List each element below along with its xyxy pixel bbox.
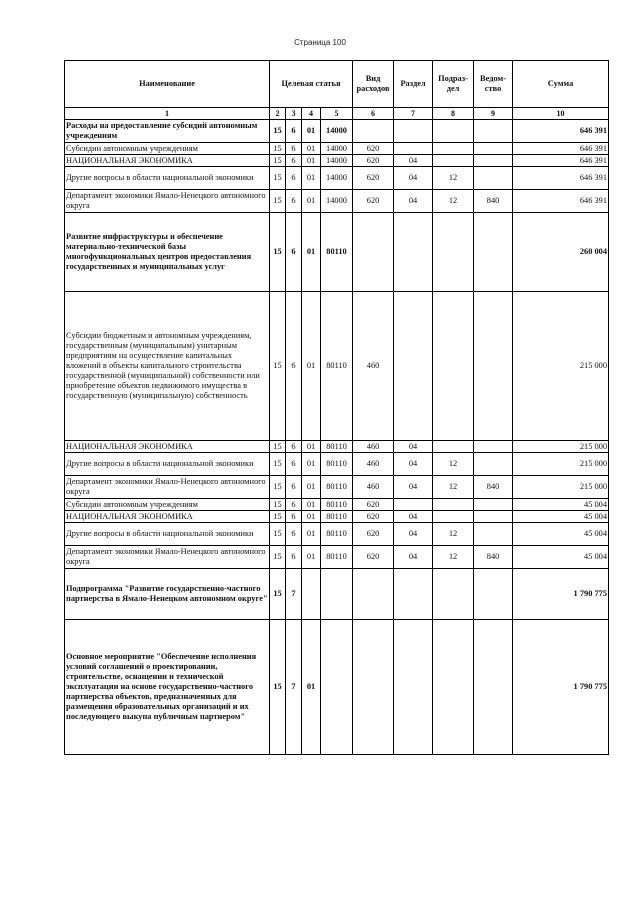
row-code-3: 6 [286,546,302,569]
column-number: 1 [65,108,270,120]
row-code-2: 15 [270,441,286,453]
header-row [65,61,609,108]
row-code-2: 15 [270,620,286,755]
row-code-5: 14000 [321,143,353,155]
row-vedomstvo [474,120,513,143]
row-code-5: 80110 [321,441,353,453]
row-vedomstvo [474,441,513,453]
table-row [65,155,609,167]
row-code-4: 01 [302,143,321,155]
row-code-2: 15 [270,476,286,499]
row-razdel: 04 [394,155,433,167]
row-code-2: 15 [270,167,286,190]
row-podrazdel [433,143,474,155]
row-vedomstvo: 840 [474,190,513,213]
row-code-4: 01 [302,499,321,511]
row-vedomstvo [474,523,513,546]
row-vedomstvo [474,511,513,523]
row-razdel [394,569,433,620]
row-vedomstvo [474,499,513,511]
row-razdel [394,499,433,511]
row-vedomstvo [474,292,513,441]
column-number: 6 [353,108,394,120]
row-vedomstvo [474,155,513,167]
row-summa: 215 000 [513,453,609,476]
row-code-5: 80110 [321,292,353,441]
table-row [65,441,609,453]
table-row [65,546,609,569]
row-code-3: 7 [286,620,302,755]
table-row [65,569,609,620]
row-name: Развитие инфраструктуры и обеспечение материально-технической базы многофункциональных центров предоставления государственных и муниципальных услуг [65,213,270,292]
row-podrazdel [433,292,474,441]
row-code-4: 01 [302,213,321,292]
row-podrazdel: 12 [433,476,474,499]
row-code-2: 15 [270,569,286,620]
row-summa: 646 391 [513,190,609,213]
row-code-3: 6 [286,499,302,511]
row-code-3: 6 [286,120,302,143]
row-name: НАЦИОНАЛЬНАЯ ЭКОНОМИКА [65,511,270,523]
row-code-5: 14000 [321,155,353,167]
row-name: Другие вопросы в области национальной экономики [65,167,270,190]
table-row [65,292,609,441]
row-summa: 646 391 [513,143,609,155]
table-row [65,120,609,143]
row-vid: 620 [353,511,394,523]
col-header-razdel: Раздел [394,61,433,108]
row-code-3: 7 [286,569,302,620]
column-number: 8 [433,108,474,120]
row-summa: 215 000 [513,441,609,453]
row-razdel [394,213,433,292]
row-vid: 620 [353,499,394,511]
row-name: Субсидии автономным учреждениям [65,499,270,511]
row-code-5: 80110 [321,213,353,292]
row-code-4: 01 [302,155,321,167]
row-code-2: 15 [270,546,286,569]
row-vid: 620 [353,190,394,213]
table-row [65,453,609,476]
row-code-2: 15 [270,143,286,155]
row-name: Другие вопросы в области национальной экономики [65,453,270,476]
column-number-row [65,108,609,120]
row-vid: 620 [353,155,394,167]
row-vid: 460 [353,292,394,441]
row-code-3: 6 [286,292,302,441]
row-code-4: 01 [302,546,321,569]
row-code-3: 6 [286,476,302,499]
row-code-5: 80110 [321,499,353,511]
col-header-podrazdel: Подраз- дел [433,61,474,108]
row-vid: 620 [353,546,394,569]
row-vedomstvo: 840 [474,546,513,569]
row-name: НАЦИОНАЛЬНАЯ ЭКОНОМИКА [65,155,270,167]
row-code-5: 80110 [321,523,353,546]
table-row [65,523,609,546]
row-code-3: 6 [286,453,302,476]
row-name: Другие вопросы в области национальной экономики [65,523,270,546]
row-vid: 460 [353,476,394,499]
row-podrazdel [433,620,474,755]
row-podrazdel [433,569,474,620]
row-name: Департамент экономики Ямало-Ненецкого автономного округа [65,546,270,569]
row-razdel: 04 [394,546,433,569]
row-podrazdel: 12 [433,167,474,190]
row-code-2: 15 [270,453,286,476]
col-header-name: Наименование [65,61,270,108]
row-vid: 460 [353,441,394,453]
row-code-4: 01 [302,453,321,476]
table-row [65,143,609,155]
row-vedomstvo [474,453,513,476]
row-code-5: 80110 [321,511,353,523]
row-code-3: 6 [286,441,302,453]
row-name: Субсидии автономным учреждениям [65,143,270,155]
row-code-4: 01 [302,511,321,523]
table-row [65,511,609,523]
row-code-5: 14000 [321,167,353,190]
row-summa: 646 391 [513,120,609,143]
row-code-5: 80110 [321,476,353,499]
row-razdel: 04 [394,453,433,476]
row-podrazdel [433,511,474,523]
row-code-4: 01 [302,620,321,755]
row-code-5: 14000 [321,120,353,143]
row-summa: 1 790 775 [513,569,609,620]
row-podrazdel: 12 [433,546,474,569]
row-name: Расходы на предоставление субсидий автономным учреждениям [65,120,270,143]
row-name: Подпрограмма "Развитие государственно-частного партнерства в Ямало-Ненецком автономном округе" [65,569,270,620]
row-summa: 45 004 [513,546,609,569]
column-number: 7 [394,108,433,120]
row-summa: 1 790 775 [513,620,609,755]
row-code-5: 80110 [321,453,353,476]
row-name: Основное мероприятие "Обеспечение исполнения условий соглашений о проектировании, строительстве, оснащении и технической эксплуатации на основе государственно-частного партнерства объектов, предназначенных для размещения образовательных организаций и их последующего выкупа публичным партнером" [65,620,270,755]
row-name: Департамент экономики Ямало-Ненецкого автономного округа [65,476,270,499]
row-code-3: 6 [286,190,302,213]
table-row [65,190,609,213]
row-podrazdel: 12 [433,190,474,213]
row-vid: 620 [353,523,394,546]
row-summa: 45 004 [513,499,609,511]
table-row [65,167,609,190]
row-code-2: 15 [270,292,286,441]
row-code-5 [321,569,353,620]
column-number: 10 [513,108,609,120]
row-summa: 45 004 [513,511,609,523]
col-header-summa: Сумма [513,61,609,108]
row-podrazdel [433,155,474,167]
row-vid: 620 [353,143,394,155]
col-header-vid: Вид расходов [353,61,394,108]
row-razdel [394,292,433,441]
row-code-4 [302,569,321,620]
row-razdel [394,620,433,755]
row-code-4: 01 [302,441,321,453]
row-podrazdel: 12 [433,453,474,476]
row-summa: 215 000 [513,476,609,499]
row-code-3: 6 [286,155,302,167]
column-number: 9 [474,108,513,120]
row-code-2: 15 [270,120,286,143]
row-razdel: 04 [394,476,433,499]
row-code-3: 6 [286,143,302,155]
row-vedomstvo [474,620,513,755]
row-razdel: 04 [394,511,433,523]
column-number: 3 [286,108,302,120]
row-vedomstvo: 840 [474,476,513,499]
row-podrazdel: 12 [433,523,474,546]
row-code-4: 01 [302,120,321,143]
row-vedomstvo [474,167,513,190]
row-vedomstvo [474,569,513,620]
row-podrazdel [433,499,474,511]
row-vid [353,620,394,755]
row-code-2: 15 [270,155,286,167]
row-code-5: 14000 [321,190,353,213]
row-summa: 45 004 [513,523,609,546]
row-vid: 620 [353,167,394,190]
row-code-2: 15 [270,499,286,511]
row-summa: 646 391 [513,167,609,190]
row-razdel: 04 [394,523,433,546]
row-code-2: 15 [270,511,286,523]
row-code-2: 15 [270,523,286,546]
row-code-5 [321,620,353,755]
row-name: НАЦИОНАЛЬНАЯ ЭКОНОМИКА [65,441,270,453]
row-vedomstvo [474,143,513,155]
row-name: Департамент экономики Ямало-Ненецкого автономного округа [65,190,270,213]
row-podrazdel [433,213,474,292]
row-podrazdel [433,120,474,143]
row-vid: 460 [353,453,394,476]
row-name: Субсидии бюджетным и автономным учреждениям, государственным (муниципальным) унитарным предприятиям на осуществление капитальных вложений в объекты капитального строительства государственной (муниципальной) собственности или приобретение объектов недвижимого имущества в государственную (муниципальную) собственность [65,292,270,441]
table-row [65,476,609,499]
row-code-3: 6 [286,213,302,292]
budget-table [64,60,609,755]
col-header-vedomstvo: Ведом- ство [474,61,513,108]
row-vid [353,120,394,143]
row-summa: 215 000 [513,292,609,441]
row-razdel: 04 [394,167,433,190]
row-code-2: 15 [270,190,286,213]
row-razdel: 04 [394,441,433,453]
row-code-3: 6 [286,523,302,546]
row-code-4: 01 [302,523,321,546]
col-header-target: Целевая статья [270,61,353,108]
row-vid [353,213,394,292]
row-code-5: 80110 [321,546,353,569]
row-code-3: 6 [286,511,302,523]
row-vid [353,569,394,620]
table-row [65,620,609,755]
row-code-4: 01 [302,190,321,213]
row-code-3: 6 [286,167,302,190]
row-code-2: 15 [270,213,286,292]
table-row [65,213,609,292]
row-vedomstvo [474,213,513,292]
row-razdel [394,120,433,143]
row-podrazdel [433,441,474,453]
column-number: 2 [270,108,286,120]
row-razdel [394,143,433,155]
column-number: 5 [321,108,353,120]
row-code-4: 01 [302,292,321,441]
row-summa: 646 391 [513,155,609,167]
row-code-4: 01 [302,167,321,190]
column-number: 4 [302,108,321,120]
row-razdel: 04 [394,190,433,213]
table-row [65,499,609,511]
row-code-4: 01 [302,476,321,499]
page-label: Страница 100 [294,38,346,47]
row-summa: 260 004 [513,213,609,292]
